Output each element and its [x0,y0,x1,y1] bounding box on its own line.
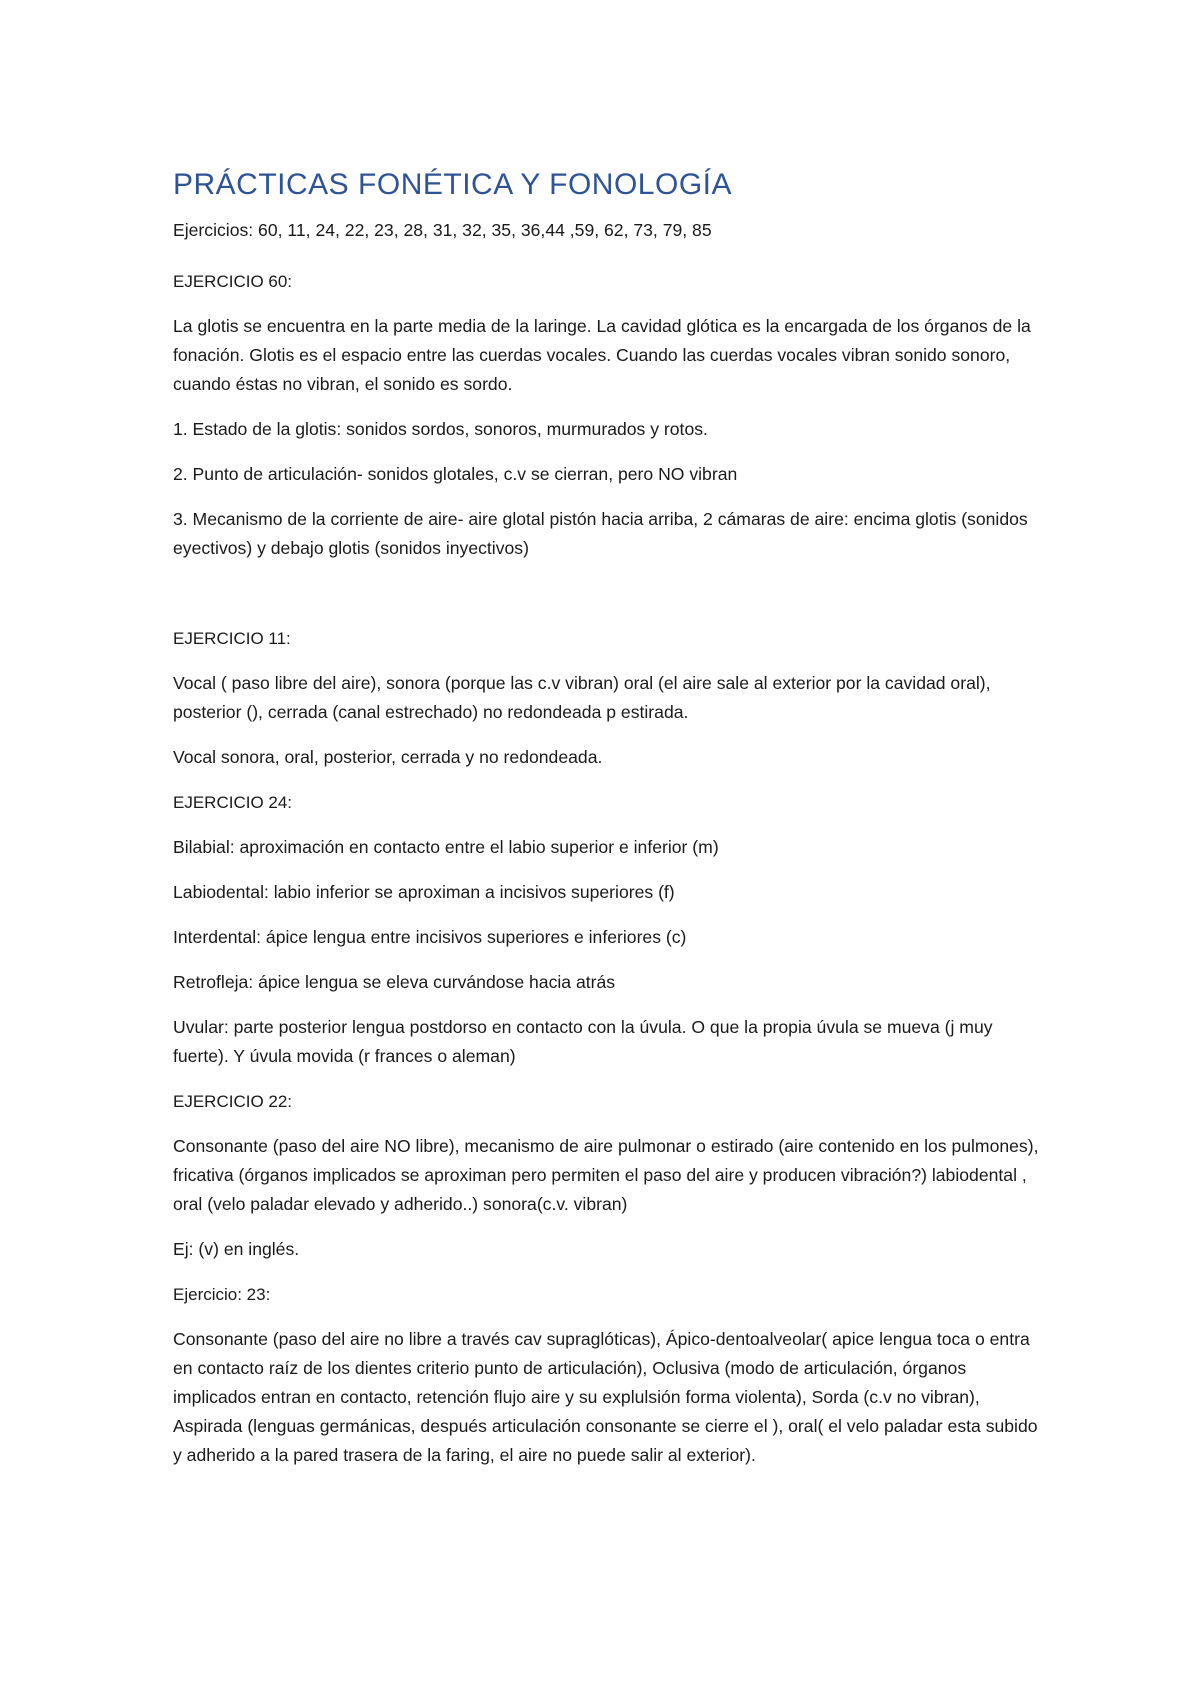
ex60-heading: EJERCICIO 60: [173,272,293,291]
page-title: PRÁCTICAS FONÉTICA Y FONOLOGÍA [173,168,732,201]
ex24-bilabial: Bilabial: aproximación en contacto entre el labio superior e inferior (m) [173,837,719,857]
ex24-heading: EJERCICIO 24: [173,793,293,812]
ex60-item-3: 3. Mecanismo de la corriente de aire- aire glotal pistón hacia arriba, 2 cámaras de aire: encima glotis (sonidos eyectivos) y debajo glotis (sonidos inyectivos) [173,509,1028,558]
ex23-paragraph-1: Consonante (paso del aire no libre a través cav supraglóticas), Ápico-dentoalveolar( apice lengua toca o entra en contacto raíz de los dientes criterio punto de articulación), Oclusiva (modo de articulación, órganos implicados entran en contacto, retención flujo aire y su explulsión forma violenta), Sorda (c.v no vibran), Aspirada (lenguas germánicas, después articulación consonante se cierre el ), oral( el velo paladar esta subido y adherido a la pared trasera de la faring, el aire no puede salir al exterior). [173,1329,1038,1465]
ex22-paragraph-1: Consonante (paso del aire NO libre), mecanismo de aire pulmonar o estirado (aire contenido en los pulmones), fricativa (órganos implicados se aproximan pero permiten el paso del aire y producen vibración?) labiodental , oral (velo paladar elevado y adherido..) sonora(c.v. vibran) [173,1136,1039,1214]
ex22-heading: EJERCICIO 22: [173,1092,293,1111]
ex22-paragraph-2: Ej: (v) en inglés. [173,1239,300,1259]
ex60-item-2: 2. Punto de articulación- sonidos glotales, c.v se cierran, pero NO vibran [173,464,738,484]
ex11-heading: EJERCICIO 11: [173,629,291,648]
ex60-paragraph: La glotis se encuentra en la parte media de la laringe. La cavidad glótica es la encargada de los órganos de la fonación. Glotis es el espacio entre las cuerdas vocales. Cuando las cuerdas vocales vibran sonido sonoro, cuando éstas no vibran, el sonido es sordo. [173,316,1031,394]
ex11-paragraph-1: Vocal ( paso libre del aire), sonora (porque las c.v vibran) oral (el aire sale al exterior por la cavidad oral), posterior (), cerrada (canal estrechado) no redondeada p estirada. [173,673,991,722]
ex24-retrofleja: Retrofleja: ápice lengua se eleva curvándose hacia atrás [173,972,616,992]
spacer [173,579,1050,624]
ex24-uvular: Uvular: parte posterior lengua postdorso en contacto con la úvula. O que la propia úvula se mueva (j muy fuerte). Y úvula movida (r frances o aleman) [173,1017,993,1066]
ex11-paragraph-2: Vocal sonora, oral, posterior, cerrada y no redondeada. [173,747,603,767]
exercise-list: Ejercicios: 60, 11, 24, 22, 23, 28, 31, 32, 35, 36,44 ,59, 62, 73, 79, 85 [173,220,712,240]
ex23-heading: Ejercicio: 23: [173,1285,271,1304]
ex60-item-1: 1. Estado de la glotis: sonidos sordos, sonoros, murmurados y rotos. [173,419,708,439]
ex24-labiodental: Labiodental: labio inferior se aproximan a incisivos superiores (f) [173,882,675,902]
ex24-interdental: Interdental: ápice lengua entre incisivos superiores e inferiores (c) [173,927,687,947]
